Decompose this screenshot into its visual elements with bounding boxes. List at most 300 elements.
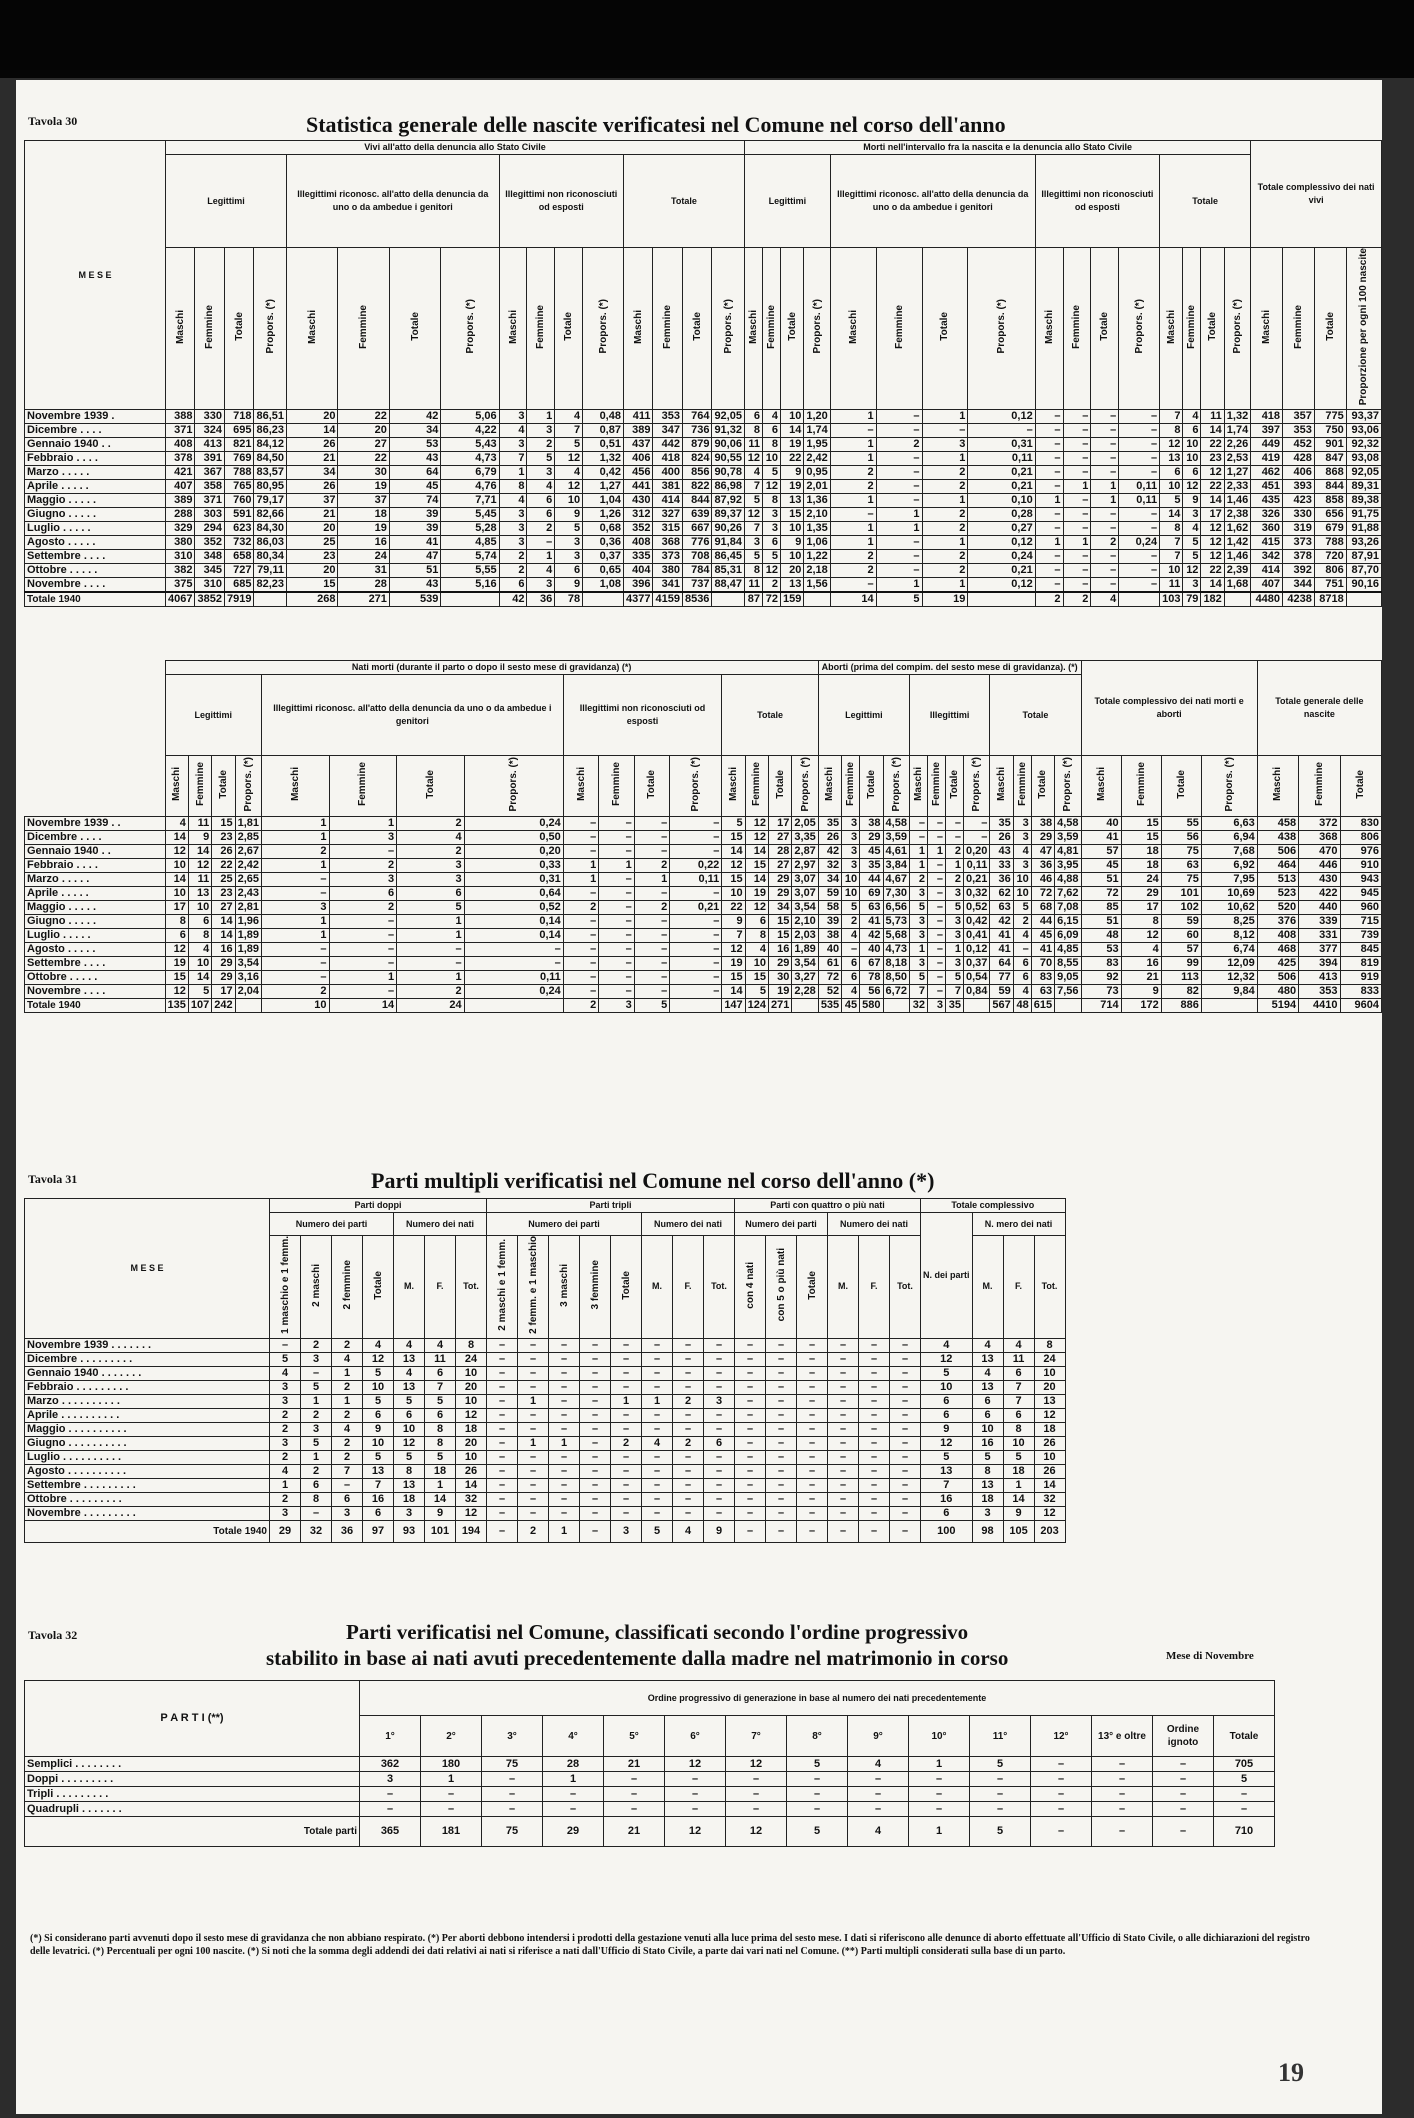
cell-esp-1: 6 — [527, 494, 555, 508]
cell-t-1: – — [518, 1422, 549, 1436]
cell-esp-2: 10 — [555, 494, 583, 508]
cell-aill-0: 3 — [909, 915, 927, 929]
cell-tot-2: 784 — [682, 564, 711, 578]
table-row — [25, 859, 1382, 873]
col-tripli-4 — [611, 1236, 642, 1339]
cell-aleg-0: 72 — [818, 971, 841, 985]
cell-ill-1: 2 — [329, 859, 397, 873]
cell-t-4: – — [611, 1352, 642, 1366]
cell-mill-0: 14 — [830, 592, 876, 607]
cell-q-1: – — [766, 1436, 797, 1450]
cell-d-2: 36 — [332, 1520, 363, 1542]
cell-t-4: – — [611, 1408, 642, 1422]
cell-mesp-2: – — [1091, 438, 1119, 452]
cell-leg-3: 79,11 — [254, 564, 287, 578]
cell-q-0: – — [735, 1422, 766, 1436]
cell-leg-0: 407 — [166, 480, 195, 494]
cell-tn-0: – — [642, 1464, 673, 1478]
cell-ill-0: 37 — [286, 494, 337, 508]
cell-aleg-3: 6,72 — [883, 985, 909, 999]
cell-d-0: 1 — [270, 1478, 301, 1492]
cell-mesp-0: 2 — [1035, 592, 1063, 607]
cell-gt-1: 357 — [1283, 410, 1315, 424]
cell-t-4: – — [611, 1450, 642, 1464]
cell-atot-1: 4 — [1013, 845, 1031, 859]
col-b-7-1 — [1121, 756, 1161, 817]
cell-tg-0: 520 — [1257, 901, 1298, 915]
cell-aill-1: – — [927, 901, 945, 915]
cell-leg-1: 310 — [195, 578, 224, 593]
table-row — [25, 1464, 1066, 1478]
cell-ill-1: 22 — [338, 452, 389, 466]
cell-ill-1: – — [329, 929, 397, 943]
cell-tc-2: 8 — [1003, 1422, 1034, 1436]
cell-ord-8: – — [848, 1772, 909, 1787]
cell-qn-2: – — [890, 1338, 921, 1352]
cell-tg-2: 945 — [1340, 887, 1382, 901]
cell-tot-2: 30 — [769, 971, 792, 985]
cell-mleg-1: 12 — [762, 564, 780, 578]
cell-ill-1: 1 — [329, 817, 397, 831]
cell-d-1: 2 — [301, 1408, 332, 1422]
cell-ill-3: 7,71 — [441, 494, 499, 508]
cell-tot-2: 856 — [682, 466, 711, 480]
cell-leg-0: 12 — [165, 985, 188, 999]
cell-tot-0: 14 — [722, 985, 745, 999]
cell-aill-0: 1 — [909, 943, 927, 957]
cell-tot-0: 147 — [722, 999, 745, 1013]
cell-mesp-3: – — [1119, 424, 1160, 438]
cell-tc-2: 63 — [1161, 859, 1201, 873]
cell-ill-3: 0,11 — [464, 971, 563, 985]
cell-aill-0: 1 — [909, 859, 927, 873]
cell-tg-1: 331 — [1299, 929, 1340, 943]
month-label: Maggio . . . . . — [25, 901, 166, 915]
header-sub-0-2: Illegittimi non riconosciuti od esposti — [499, 155, 623, 248]
cell-mesp-1: 1 — [1063, 480, 1091, 494]
cell-aleg-1: 6 — [842, 971, 860, 985]
cell-esp-2: 78 — [555, 592, 583, 607]
cell-aleg-0: 38 — [818, 929, 841, 943]
cell-tc-2: 14 — [1003, 1492, 1034, 1506]
cell-tc-1: 18 — [1121, 859, 1161, 873]
cell-t-0: – — [487, 1408, 518, 1422]
table-row — [25, 1338, 1066, 1352]
cell-aleg-1: 3 — [842, 859, 860, 873]
col-b-1-1 — [329, 756, 397, 817]
cell-d-2: 1 — [332, 1366, 363, 1380]
cell-tot-0: 408 — [623, 536, 652, 550]
col-tot-0-label: Maschi — [1261, 309, 1273, 344]
cell-tn-2: – — [704, 1352, 735, 1366]
cell-tg-1: 353 — [1299, 985, 1340, 999]
cell-ord-14: – — [1214, 1787, 1275, 1802]
cell-tc-0: 51 — [1081, 915, 1121, 929]
col-6-0 — [1035, 248, 1063, 410]
cell-ill-3: 0,20 — [464, 845, 563, 859]
cell-leg-1: 413 — [195, 438, 224, 452]
cell-aleg-0: 42 — [818, 845, 841, 859]
col-3-3-label: Propors. (*) — [722, 299, 734, 354]
cell-qn-0: – — [828, 1338, 859, 1352]
cell-dn-1: 8 — [425, 1422, 456, 1436]
cell-mill-3: – — [968, 424, 1035, 438]
cell-aleg-2: 69 — [860, 887, 883, 901]
cell-aleg-2: 580 — [860, 999, 883, 1013]
cell-mesp-2: 1 — [1091, 480, 1119, 494]
cell-t-0: – — [487, 1366, 518, 1380]
month-label: Settembre . . . . . . . . . — [25, 1478, 270, 1492]
cell-tc-0: 714 — [1081, 999, 1121, 1013]
cell-mill-3: 0,12 — [968, 410, 1035, 424]
cell-esp-1: – — [599, 817, 634, 831]
cell-mill-1: 1 — [876, 508, 922, 522]
cell-mleg-1: 3 — [762, 522, 780, 536]
col-b-5-1 — [927, 756, 945, 817]
col-0-0-label: Maschi — [174, 309, 186, 344]
cell-mill-1: 2 — [876, 438, 922, 452]
cell-t-2: – — [549, 1506, 580, 1520]
table-row — [25, 1436, 1066, 1450]
cell-aill-2: 3 — [945, 929, 963, 943]
cell-esp-3: 1,27 — [583, 480, 624, 494]
cell-dn-0: 93 — [394, 1520, 425, 1542]
col-2-0 — [499, 248, 527, 410]
cell-ill-3: 5,06 — [441, 410, 499, 424]
cell-atot-3: 8,55 — [1055, 957, 1081, 971]
cell-gt-3: 87,91 — [1346, 550, 1381, 564]
cell-esp-1: 4 — [527, 480, 555, 494]
header-morti: Morti nell'intervallo fra la nascita e la denuncia allo Stato Civile — [744, 141, 1250, 155]
cell-esp-2: 2 — [634, 901, 669, 915]
cell-leg-2: 242 — [212, 999, 235, 1013]
col-0-0 — [166, 248, 195, 410]
cell-mill-1: – — [876, 536, 922, 550]
cell-q-0: – — [735, 1450, 766, 1464]
cell-leg-2: 788 — [224, 466, 253, 480]
col-6-1-label: Femmine — [1071, 304, 1083, 349]
cell-leg-2: 695 — [224, 424, 253, 438]
cell-mtot-2: 12 — [1201, 536, 1224, 550]
cell-tot-2: 29 — [769, 957, 792, 971]
cell-esp-3: 0,37 — [583, 550, 624, 564]
cell-atot-1: 3 — [1013, 859, 1031, 873]
header-tot-generale: Totale generale delle nascite — [1257, 661, 1381, 756]
header-totale-complessivo-31: Totale complessivo — [921, 1199, 1066, 1213]
cell-t-4: 1 — [611, 1394, 642, 1408]
cell-aleg-3: 4,61 — [883, 845, 909, 859]
cell-mesp-0: – — [1035, 424, 1063, 438]
cell-mesp-0: – — [1035, 410, 1063, 424]
cell-ill-0: – — [262, 873, 330, 887]
cell-leg-2: 26 — [212, 845, 235, 859]
cell-mtot-1: 12 — [1183, 480, 1201, 494]
cell-esp-3: 1,26 — [583, 508, 624, 522]
cell-ill-0: 26 — [286, 480, 337, 494]
cell-esp-0: 4 — [499, 494, 527, 508]
cell-tc-3: 7,95 — [1201, 873, 1257, 887]
cell-gt-3: 92,32 — [1346, 438, 1381, 452]
cell-leg-0: 371 — [166, 424, 195, 438]
col-b-7-0 — [1081, 756, 1121, 817]
cell-ill-2: 2 — [397, 845, 465, 859]
cell-esp-0: 1 — [563, 859, 598, 873]
cell-aleg-0: 39 — [818, 915, 841, 929]
cell-ord-13: – — [1153, 1772, 1214, 1787]
cell-atot-2: 36 — [1031, 859, 1054, 873]
cell-mtot-3: 1,32 — [1224, 410, 1250, 424]
col-1-2-label: Totale — [409, 312, 421, 341]
cell-mleg-1: 4 — [762, 410, 780, 424]
cell-tot-2: 639 — [682, 508, 711, 522]
table-row — [25, 845, 1382, 859]
col-b-5-0-label: Maschi — [912, 767, 924, 801]
col-tot-2-label: Totale — [1324, 312, 1336, 341]
col-ord-12: 13° e oltre — [1092, 1716, 1153, 1757]
cell-gt-2: 656 — [1314, 508, 1346, 522]
cell-leg-2: 821 — [224, 438, 253, 452]
cell-aleg-3: 4,67 — [883, 873, 909, 887]
cell-dn-0: 13 — [394, 1352, 425, 1366]
cell-esp-1: 6 — [527, 508, 555, 522]
cell-ill-2: 1 — [397, 915, 465, 929]
month-label: Novembre 1939 . . . . . . . — [25, 1338, 270, 1352]
cell-tc-2: 7 — [1003, 1380, 1034, 1394]
cell-ord-13: – — [1153, 1802, 1214, 1817]
cell-d-1: 5 — [301, 1436, 332, 1450]
col-tripli-2 — [549, 1236, 580, 1339]
cell-t-0: – — [487, 1478, 518, 1492]
cell-gt-0: 449 — [1251, 438, 1283, 452]
cell-ill-1: 14 — [329, 999, 397, 1013]
cell-tc-3: 8,12 — [1201, 929, 1257, 943]
cell-t-0: – — [487, 1436, 518, 1450]
cell-mleg-1: 8 — [762, 494, 780, 508]
cell-ill-3: 0,24 — [464, 985, 563, 999]
cell-d-0: 2 — [270, 1492, 301, 1506]
cell-ill-3: 4,22 — [441, 424, 499, 438]
col-doppi-2-label: 2 femmine — [341, 1260, 353, 1310]
cell-ord-8: 4 — [848, 1817, 909, 1847]
cell-t-0: – — [487, 1352, 518, 1366]
cell-atot-2: 72 — [1031, 887, 1054, 901]
cell-mleg-0: 7 — [744, 480, 762, 494]
month-label: Gennaio 1940 . . — [25, 438, 166, 452]
col-b-4-0-label: Maschi — [824, 767, 836, 801]
cell-dn-0: 3 — [394, 1506, 425, 1520]
cell-tn-1: – — [673, 1450, 704, 1464]
cell-tc-1: 98 — [972, 1520, 1003, 1542]
cell-esp-0: 4 — [499, 424, 527, 438]
table-row — [25, 1757, 1275, 1772]
col-b-5-0 — [909, 756, 927, 817]
cell-tc-3: 20 — [1034, 1380, 1065, 1394]
table-row — [25, 957, 1382, 971]
cell-esp-1: 4 — [527, 564, 555, 578]
cell-esp-2: – — [634, 929, 669, 943]
tavola-32-table-container — [24, 1680, 1275, 1847]
cell-aleg-1: 5 — [842, 901, 860, 915]
cell-tot-0: 404 — [623, 564, 652, 578]
cell-gt-1: 452 — [1283, 438, 1315, 452]
cell-tc-1: 15 — [1121, 831, 1161, 845]
cell-leg-1: 352 — [195, 536, 224, 550]
cell-tc-2: 5 — [1003, 1450, 1034, 1464]
cell-ill-3: 0,14 — [464, 929, 563, 943]
cell-tot-0: 396 — [623, 578, 652, 593]
cell-q-0: – — [735, 1520, 766, 1542]
table-row — [25, 1450, 1066, 1464]
cell-tc-2: 1 — [1003, 1478, 1034, 1492]
month-label: Luglio . . . . . — [25, 522, 166, 536]
cell-mleg-2: 22 — [780, 452, 803, 466]
cell-qn-1: – — [859, 1478, 890, 1492]
cell-aleg-2: 63 — [860, 901, 883, 915]
col-doppi-0-label: 1 maschio e 1 femm. — [279, 1236, 291, 1334]
cell-leg-0: 380 — [166, 536, 195, 550]
cell-mill-3: 0,21 — [968, 480, 1035, 494]
cell-mtot-0: 103 — [1160, 592, 1183, 607]
cell-aleg-3: 3,59 — [883, 831, 909, 845]
cell-atot-2: 70 — [1031, 957, 1054, 971]
cell-tc-2: 9 — [1003, 1506, 1034, 1520]
cell-ill-0: 2 — [262, 845, 330, 859]
cell-ill-0: 14 — [286, 424, 337, 438]
cell-ill-3: 0,14 — [464, 915, 563, 929]
cell-mleg-2: 10 — [780, 522, 803, 536]
cell-tot-1: 418 — [653, 452, 682, 466]
col-b-3-3 — [792, 756, 818, 817]
cell-dn-1: 1 — [425, 1478, 456, 1492]
col-0-2 — [224, 248, 253, 410]
cell-ill-2: 42 — [389, 410, 440, 424]
cell-leg-2: 25 — [212, 873, 235, 887]
cell-leg-1: 9 — [188, 831, 211, 845]
cell-ill-1: 271 — [338, 592, 389, 607]
cell-ill-2: 539 — [389, 592, 440, 607]
cell-mtot-1: 9 — [1183, 494, 1201, 508]
cell-ill-3: 4,85 — [441, 536, 499, 550]
header-parti-tripli: Parti tripli — [487, 1199, 735, 1213]
sub-tripli-parti: Numero dei parti — [487, 1213, 642, 1236]
cell-atot-3: 7,62 — [1055, 887, 1081, 901]
cell-tc-0: 53 — [1081, 943, 1121, 957]
cell-tot-0: 352 — [623, 522, 652, 536]
cell-mtot-1: 4 — [1183, 522, 1201, 536]
cell-leg-3: 2,42 — [235, 859, 261, 873]
cell-ord-12: – — [1092, 1757, 1153, 1772]
cell-mleg-2: 10 — [780, 410, 803, 424]
cell-t-2: – — [549, 1492, 580, 1506]
table-total-row — [25, 1520, 1066, 1542]
cell-ill-0: 1 — [262, 817, 330, 831]
cell-tot-0: 12 — [722, 859, 745, 873]
cell-ill-0: 23 — [286, 550, 337, 564]
table-row — [25, 410, 1382, 424]
cell-leg-2: 718 — [224, 410, 253, 424]
cell-gt-3: 93,37 — [1346, 410, 1381, 424]
col-1-0 — [286, 248, 337, 410]
cell-t-3: – — [580, 1450, 611, 1464]
cell-mesp-2: – — [1091, 508, 1119, 522]
cell-qn-1: – — [859, 1506, 890, 1520]
col-4-2-label: Totale — [786, 312, 798, 341]
month-label: Novembre . . . . . . . . . — [25, 1506, 270, 1520]
cell-qn-2: – — [890, 1506, 921, 1520]
cell-ord-8: – — [848, 1787, 909, 1802]
cell-mtot-2: 182 — [1201, 592, 1224, 607]
cell-gt-2: 847 — [1314, 452, 1346, 466]
cell-mtot-1: 10 — [1183, 452, 1201, 466]
cell-ill-1: – — [329, 943, 397, 957]
printed-page — [16, 80, 1382, 2114]
cell-tot-1: 373 — [653, 550, 682, 564]
table-row — [25, 929, 1382, 943]
cell-t-3: – — [580, 1492, 611, 1506]
cell-leg-2: 727 — [224, 564, 253, 578]
cell-gt-2: 858 — [1314, 494, 1346, 508]
col-b-4-3-label: Propors. (*) — [890, 756, 902, 812]
col-doppi-1 — [301, 1236, 332, 1339]
cell-tc-0: 57 — [1081, 845, 1121, 859]
cell-leg-0: 389 — [166, 494, 195, 508]
cell-ord-7: 5 — [787, 1817, 848, 1847]
cell-mtot-3: 1,42 — [1224, 536, 1250, 550]
cell-mill-3: 0,21 — [968, 466, 1035, 480]
cell-mill-0: 1 — [830, 438, 876, 452]
col-b-4-1-label: Femmine — [845, 762, 857, 806]
cell-esp-2: – — [634, 915, 669, 929]
cell-qn-1: – — [859, 1422, 890, 1436]
cell-d-1: 6 — [301, 1478, 332, 1492]
cell-atot-1: 10 — [1013, 887, 1031, 901]
cell-leg-2: 14 — [212, 929, 235, 943]
cell-gt-0: 397 — [1251, 424, 1283, 438]
cell-esp-1: 3 — [599, 999, 634, 1013]
cell-mtot-1: 3 — [1183, 508, 1201, 522]
cell-esp-0: 3 — [499, 522, 527, 536]
cell-d-1: 2 — [301, 1464, 332, 1478]
cell-tg-0: 523 — [1257, 887, 1298, 901]
cell-q-0: – — [735, 1352, 766, 1366]
cell-tc-2: 10 — [1003, 1436, 1034, 1450]
cell-tg-1: 440 — [1299, 901, 1340, 915]
cell-q-0: – — [735, 1436, 766, 1450]
cell-atot-1: 6 — [1013, 957, 1031, 971]
cell-atot-0: 36 — [990, 873, 1013, 887]
cell-esp-0: – — [563, 887, 598, 901]
cell-mleg-3: 1,95 — [804, 438, 830, 452]
cell-esp-1: – — [599, 943, 634, 957]
cell-qn-2: – — [890, 1450, 921, 1464]
cell-ord-7: 5 — [787, 1757, 848, 1772]
cell-t-3: – — [580, 1352, 611, 1366]
table-total-row — [25, 1817, 1275, 1847]
cell-t-1: – — [518, 1352, 549, 1366]
cell-t-3: – — [580, 1408, 611, 1422]
cell-aill-0: 3 — [909, 957, 927, 971]
cell-tg-1: 430 — [1299, 873, 1340, 887]
col-2-3 — [583, 248, 624, 410]
cell-mtot-3: 1,68 — [1224, 578, 1250, 593]
cell-aill-3: 0,84 — [963, 985, 989, 999]
cell-esp-1: 2 — [527, 522, 555, 536]
cell-leg-3: 83,57 — [254, 466, 287, 480]
cell-esp-3: 0,22 — [670, 859, 722, 873]
col-7-1 — [1183, 248, 1201, 410]
cell-tot-1: 14 — [745, 845, 768, 859]
cell-tc-1: 15 — [1121, 817, 1161, 831]
